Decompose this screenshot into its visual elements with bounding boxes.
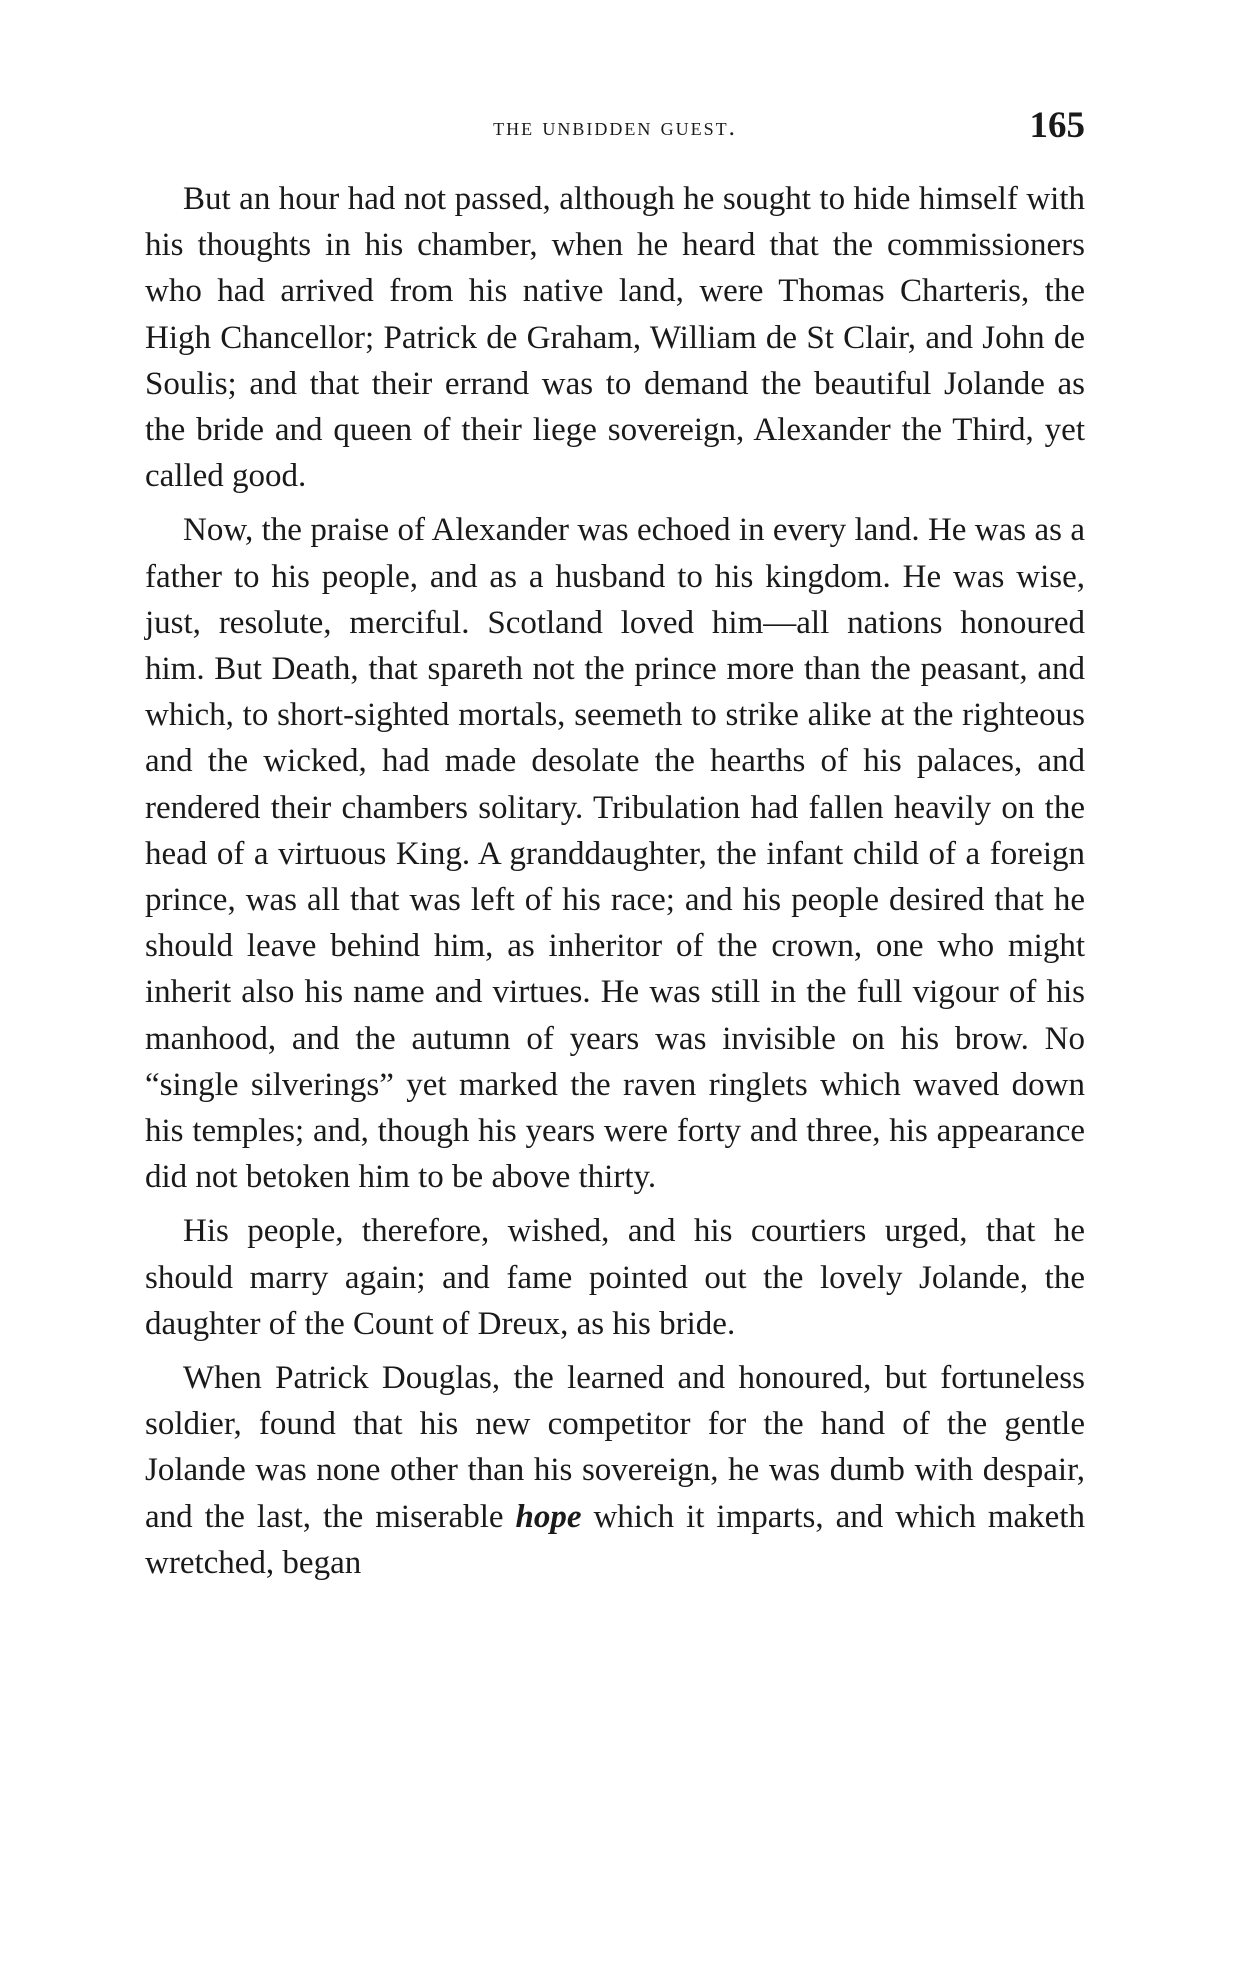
page-number: 165	[1029, 105, 1085, 146]
paragraph-4-before: When Patrick Douglas, the learned and honoured, but fortuneless soldier, found that his new competitor for the hand of the gentle Jolande was none other than his sovereign, he was dumb with despair, and the last, the miserable	[145, 1360, 1085, 1535]
running-head	[145, 104, 1085, 154]
paragraph-4-after: which it imparts, and which maketh wretched, began	[145, 1498, 1085, 1581]
paragraph-2: Now, the praise of Alexander was echoed in every land. He was as a father to his people, and as a husband to his kingdom. He was wise, just, resolute, merciful. Scotland loved him—all nations honoured him. But Death, that spareth not the prince more than the peasant, and which, to short-sighted mortals, seemeth to strike alike at the righteous and the wicked, had made desolate the hearths of his palaces, and rendered their chambers solitary. Tribulation had fallen heavily on the head of a virtuous King. A granddaughter, the infant child of a foreign prince, was all that was left of his race; and his people desired that he should leave behind him, as inheritor of the crown, one who might inherit also his name and virtues. He was still in the full vigour of his manhood, and the autumn of years was invisible on his brow. No “single silverings” yet marked the raven ringlets which waved down his temples; and, though his years were forty and three, his appearance did not betoken him to be above thirty.	[145, 512, 1085, 1196]
running-title: the unbidden guest.	[493, 114, 737, 141]
paragraph-3: His people, therefore, wished, and his courtiers urged, that he should marry again; and fame pointed out the lovely Jolande, the daughter of the Count of Dreux, as his bride.	[145, 1213, 1085, 1342]
body-text	[145, 176, 1085, 1586]
paragraph-1: But an hour had not passed, although he sought to hide himself with his thoughts in his chamber, when he heard that the commissioners who had arrived from his native land, were Thomas Charteris, the High Chancellor; Patrick de Graham, William de St Clair, and John de Soulis; and that their errand was to demand the beautiful Jolande as the bride and queen of their liege sovereign, Alexander the Third, yet called good.	[145, 181, 1085, 495]
paragraph-4	[145, 1355, 1085, 1586]
emphasized-word: hope	[515, 1498, 582, 1535]
